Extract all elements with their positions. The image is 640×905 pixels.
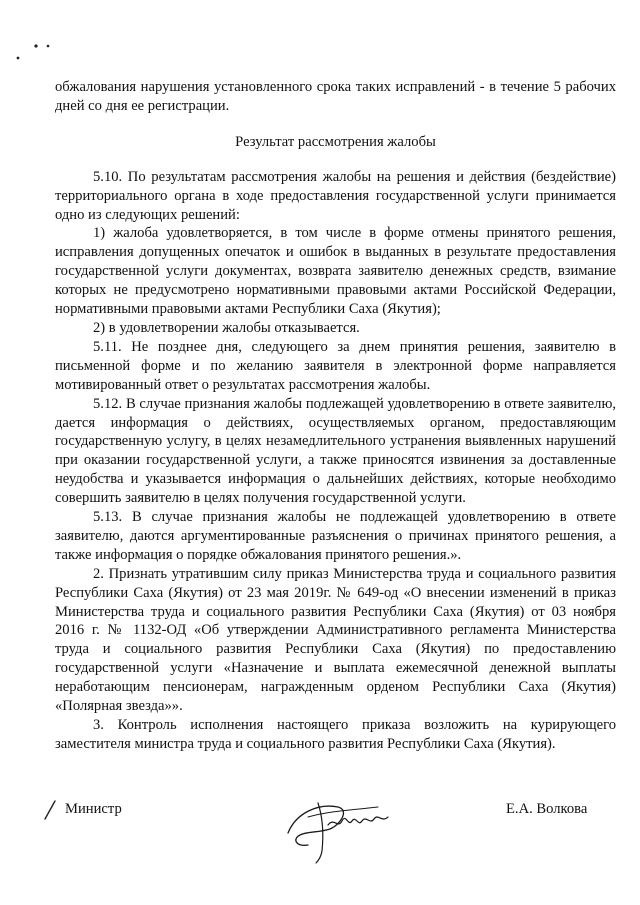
- paragraph-decision-2: 2) в удовлетворении жалобы отказывается.: [93, 319, 360, 336]
- handwritten-signature: [278, 795, 408, 865]
- paragraph-5-13: 5.13. В случае признания жалобы не подлежащей удовлетворению в ответе заявителю, даются аргументированные разъяснения о причинах принятого решения, а также информация о порядке обжалования принятого решения.».: [55, 509, 616, 563]
- paragraph-item-3: 3. Контроль исполнения настоящего приказа возложить на курирующего заместителя министра труда и социального развития Республики Саха (Якутия).: [55, 717, 616, 752]
- signature-block: [40, 795, 620, 865]
- paragraph-5-10: 5.10. По результатам рассмотрения жалобы на решения и действия (бездействие) территориального органа в ходе предоставления государственной услуги принимается одно из следующих решений:: [55, 168, 616, 223]
- margin-slash-mark: [40, 799, 60, 823]
- signer-name: Е.А. Волкова: [506, 801, 588, 817]
- paragraph-decision-1: 1) жалоба удовлетворяется, в том числе в форме отмены принятого решения, исправления допущенных опечаток и ошибок в выданных в результате предоставления государственной услуги документах, возврата заявителю денежных средств, взимание которых не предусмотрено нормативными правовыми актами Российской Федерации, нормативными правовыми актами Республики Саха (Якутия);: [55, 225, 616, 318]
- paragraph-5-11: 5.11. Не позднее дня, следующего за днем принятия решения, заявителю в письменной форме и по желанию заявителя в электронной форме направляется мотивированный ответ о результатах рассмотрения жалобы.: [55, 338, 616, 393]
- paragraph-item-2: 2. Признать утратившим силу приказ Министерства труда и социального развития Республики Саха (Якутия) от 23 мая 2019г. № 649-од «О внесении изменений в приказ Министерства труда и социального развития Республики Саха (Якутия) от 03 ноября 2016 г. № 1132-ОД «Об утверждении Административного регламента Министерства труда и социального развития Республики Саха (Якутия) по предоставлению государственной услуги «Назначение и выплата ежемесячной денежной выплаты неработающим пенсионерам, награжденным орденом Республики Саха (Якутия) «Полярная звезда»».: [55, 565, 616, 715]
- paragraph-intro: обжалования нарушения установленного срока таких исправлений - в течение 5 рабочих дней со дня ее регистрации.: [55, 79, 616, 114]
- document-body: [55, 78, 616, 754]
- position-label: Министр: [65, 801, 122, 817]
- section-heading: Результат рассмотрения жалобы: [235, 133, 436, 150]
- paragraph-5-12: 5.12. В случае признания жалобы подлежащей удовлетворению в ответе заявителю, дается информация о действиях, осуществляемых органом, предоставляющим государственную услугу, в целях незамедлительного устранения выявленных нарушений при оказании государственной услуги, а также приносятся извинения за доставленные неудобства и указывается информация о дальнейших действиях, которые необходимо совершить заявителю в целях получения государственной услуги.: [55, 395, 616, 507]
- scan-mark-dots: [14, 38, 64, 68]
